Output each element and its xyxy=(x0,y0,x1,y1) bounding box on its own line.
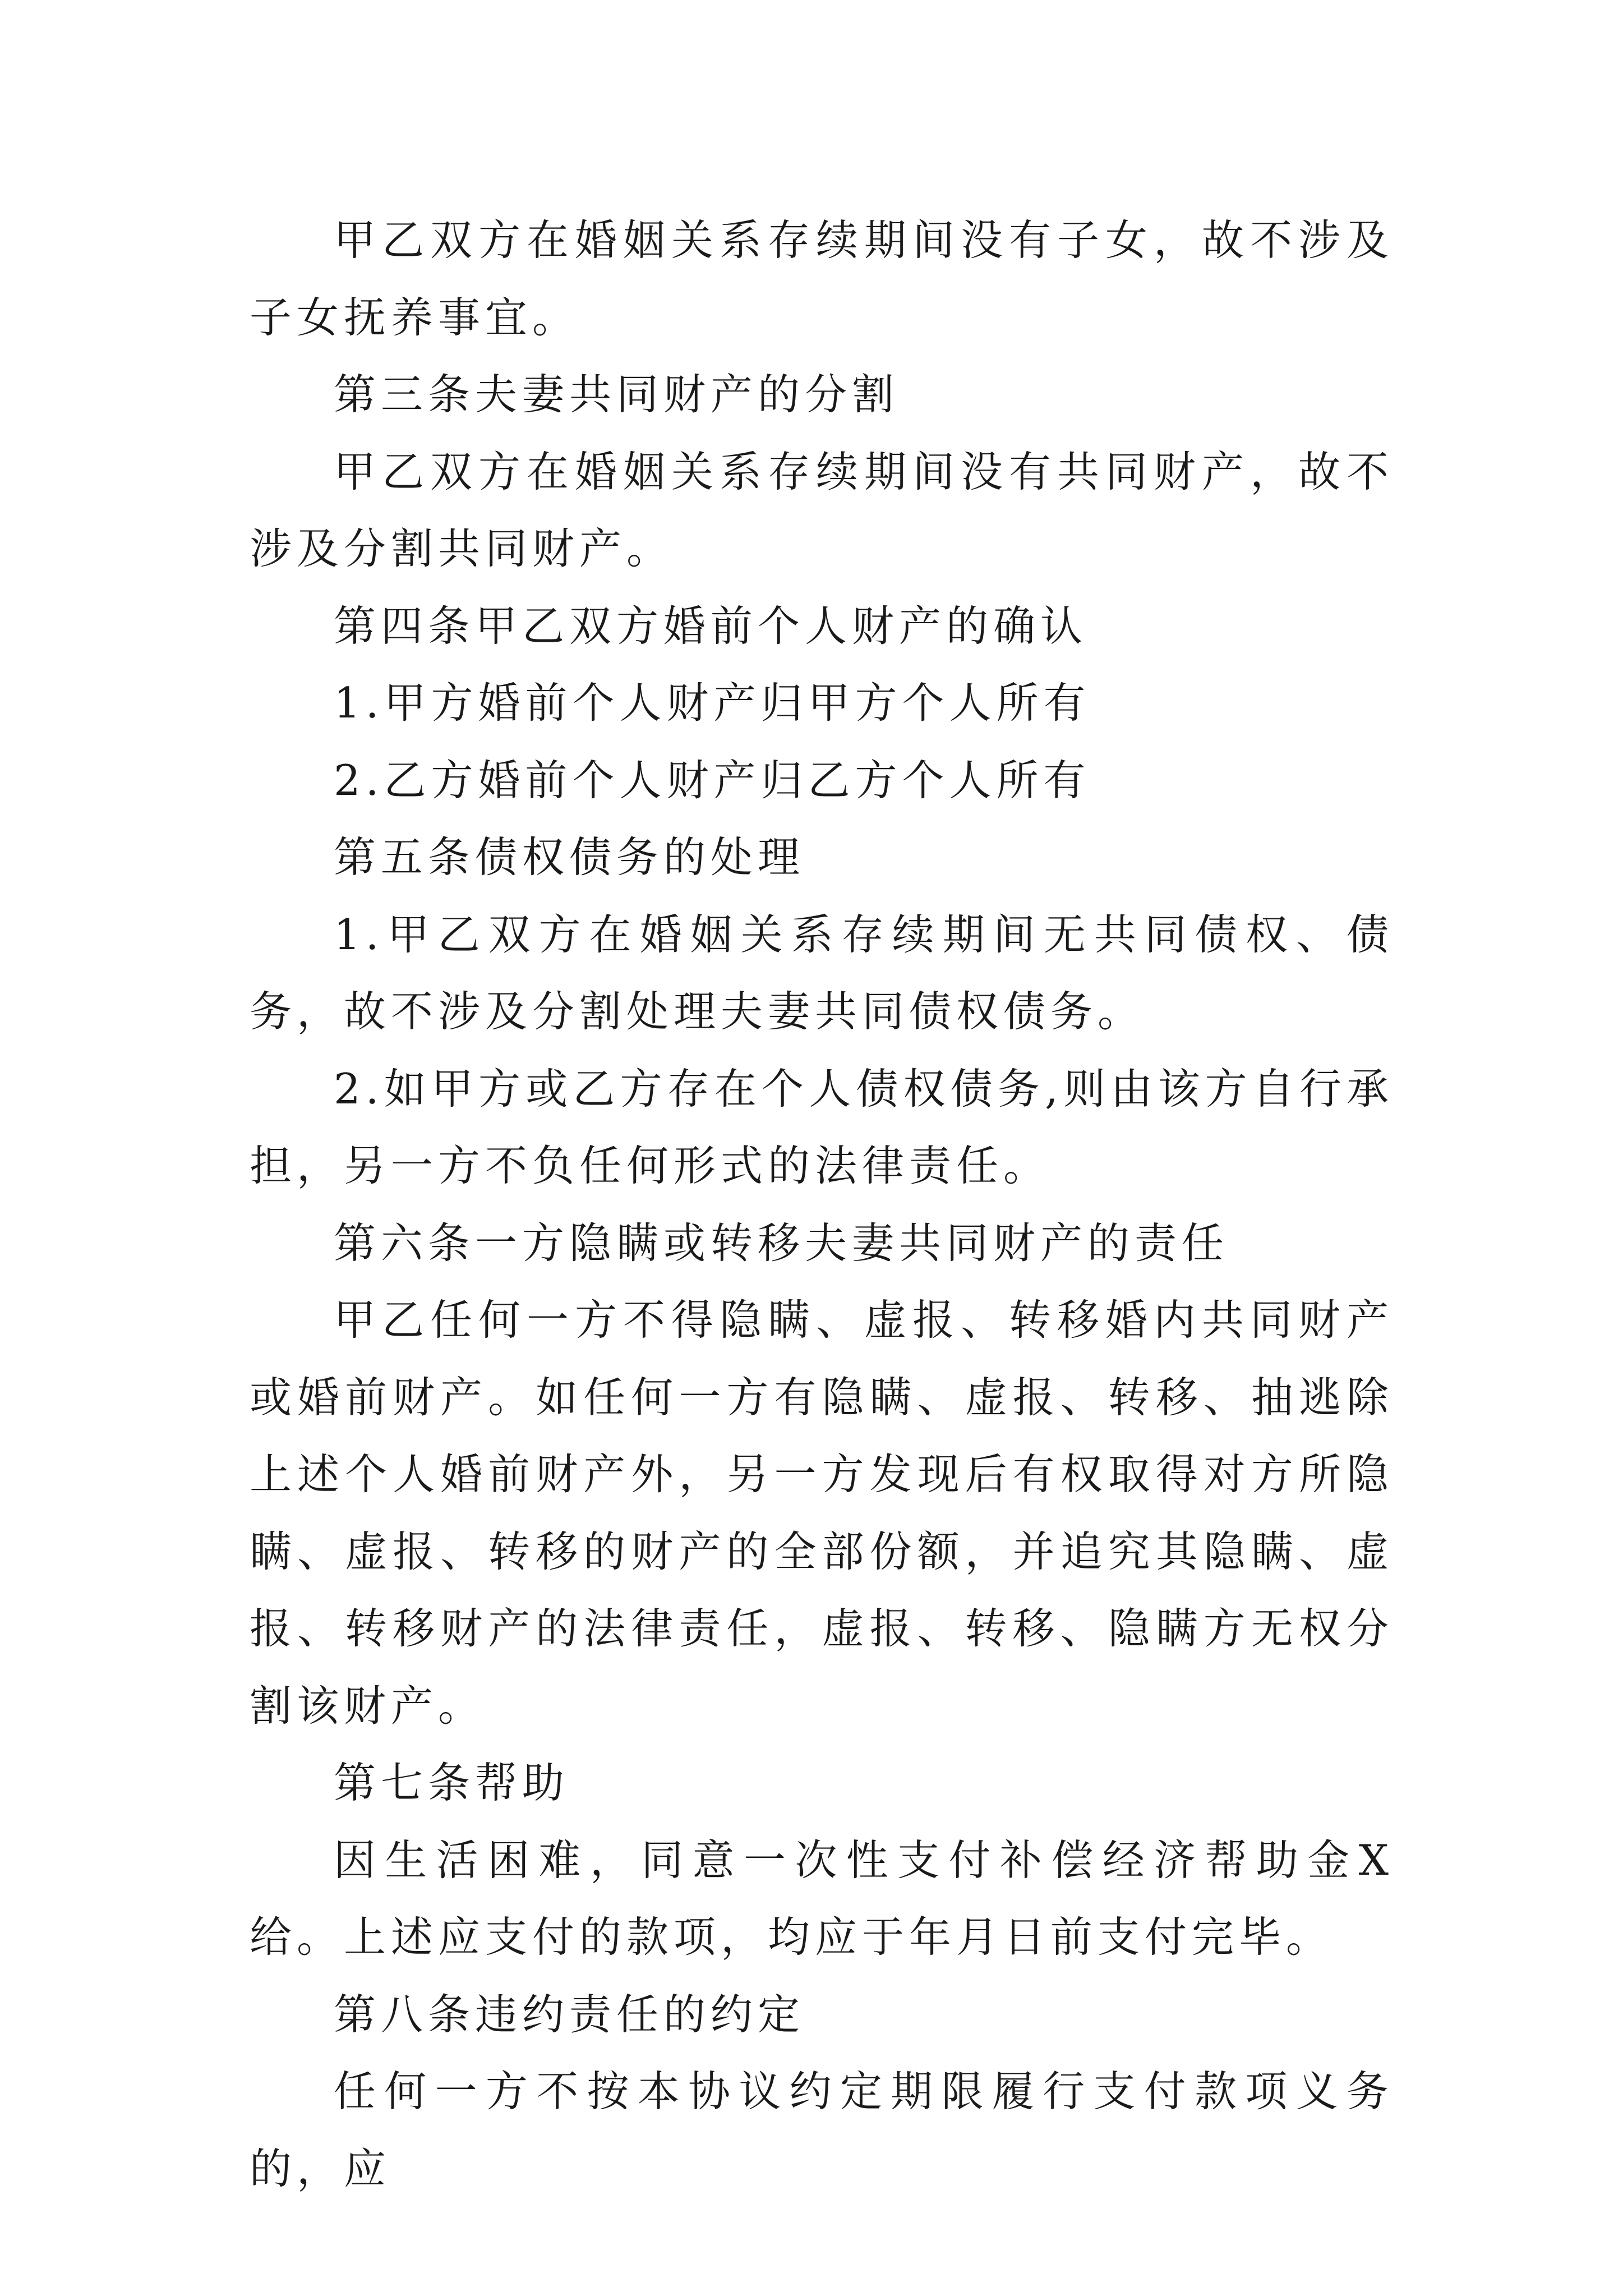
heading-article-8: 第八条违约责任的约定 xyxy=(334,1989,805,2039)
heading-article-5: 第五条债权债务的处理 xyxy=(334,832,805,882)
paragraph-no-children: 甲乙双方在婚姻关系存续期间没有子女，故不涉及子女抚养事宜。 xyxy=(250,215,1394,342)
list-item-party-b-property: 2.乙方婚前个人财产归乙方个人所有 xyxy=(334,755,1091,805)
heading-article-7: 第七条帮助 xyxy=(334,1758,570,1807)
document-body xyxy=(250,202,1394,2207)
paragraph-financial-assistance: 因生活困难，同意一次性支付补偿经济帮助金X给。上述应支付的款项，均应于年月日前支付完毕。 xyxy=(250,1835,1394,1962)
list-item-personal-debts: 2.如甲方或乙方存在个人债权债务,则由该方自行承担，另一方不负任何形式的法律责任。 xyxy=(250,1064,1394,1190)
paragraph-no-joint-property: 甲乙双方在婚姻关系存续期间没有共同财产，故不涉及分割共同财产。 xyxy=(250,447,1394,573)
heading-article-4: 第四条甲乙双方婚前个人财产的确认 xyxy=(334,601,1088,651)
list-item-no-joint-debts: 1.甲乙双方在婚姻关系存续期间无共同债权、债务，故不涉及分割处理夫妻共同债权债务。 xyxy=(250,909,1394,1036)
paragraph-concealment-liability: 甲乙任何一方不得隐瞒、虚报、转移婚内共同财产或婚前财产。如任何一方有隐瞒、虚报、转移、抽逃除上述个人婚前财产外，另一方发现后有权取得对方所隐瞒、虚报、转移的财产的全部份额，并追究其隐瞒、虚报、转移财产的法律责任，虚报、转移、隐瞒方无权分割该财产。 xyxy=(250,1295,1394,1731)
list-item-party-a-property: 1.甲方婚前个人财产归甲方个人所有 xyxy=(334,678,1091,728)
heading-article-6: 第六条一方隐瞒或转移夫妻共同财产的责任 xyxy=(334,1218,1229,1268)
paragraph-breach-liability: 任何一方不按本协议约定期限履行支付款项义务的，应 xyxy=(250,2067,1394,2193)
heading-article-3: 第三条夫妻共同财产的分割 xyxy=(334,370,900,419)
